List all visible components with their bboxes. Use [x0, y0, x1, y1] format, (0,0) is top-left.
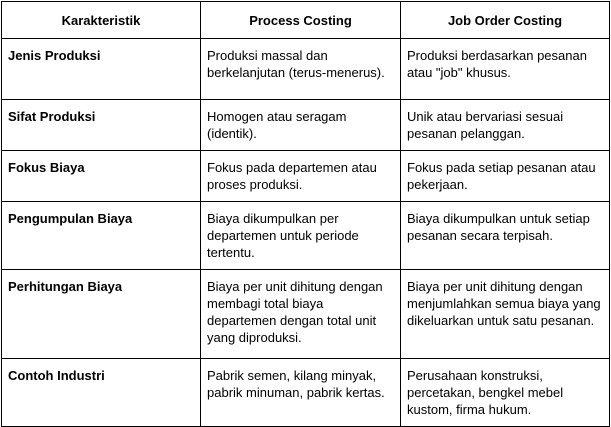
- process-costing-cell: Pabrik semen, kilang minyak, pabrik minuman, pabrik kertas.: [201, 359, 401, 427]
- row-label: Sifat Produksi: [2, 100, 201, 151]
- job-order-costing-cell: Unik atau bervariasi sesuai pesanan pelanggan.: [401, 100, 610, 151]
- row-label: Fokus Biaya: [2, 151, 201, 202]
- table-body: [2, 39, 610, 427]
- job-order-costing-cell: Biaya per unit dihitung dengan menjumlahkan semua biaya yang dikeluarkan untuk satu pesanan.: [401, 270, 610, 359]
- process-costing-cell: Homogen atau seragam (identik).: [201, 100, 401, 151]
- process-costing-cell: Produksi massal dan berkelanjutan (terus-menerus).: [201, 39, 401, 100]
- header-karakteristik: Karakteristik: [2, 2, 201, 39]
- job-order-costing-cell: Perusahaan konstruksi, percetakan, bengkel mebel kustom, firma hukum.: [401, 359, 610, 427]
- table-row: [2, 100, 610, 151]
- job-order-costing-cell: Biaya dikumpulkan untuk setiap pesanan secara terpisah.: [401, 202, 610, 270]
- header-job-order-costing: Job Order Costing: [401, 2, 610, 39]
- row-label: Contoh Industri: [2, 359, 201, 427]
- job-order-costing-cell: Fokus pada setiap pesanan atau pekerjaan.: [401, 151, 610, 202]
- process-costing-cell: Biaya per unit dihitung dengan membagi total biaya departemen dengan total unit yang diproduksi.: [201, 270, 401, 359]
- header-row: [2, 2, 610, 39]
- table-row: [2, 270, 610, 359]
- table-row: [2, 151, 610, 202]
- row-label: Pengumpulan Biaya: [2, 202, 201, 270]
- row-label: Perhitungan Biaya: [2, 270, 201, 359]
- process-costing-cell: Fokus pada departemen atau proses produksi.: [201, 151, 401, 202]
- table-row: [2, 39, 610, 100]
- process-costing-cell: Biaya dikumpulkan per departemen untuk periode tertentu.: [201, 202, 401, 270]
- job-order-costing-cell: Produksi berdasarkan pesanan atau "job" khusus.: [401, 39, 610, 100]
- table-header: [2, 2, 610, 39]
- row-label: Jenis Produksi: [2, 39, 201, 100]
- table-row: [2, 202, 610, 270]
- header-process-costing: Process Costing: [201, 2, 401, 39]
- table-row: [2, 359, 610, 427]
- comparison-table: [1, 1, 610, 427]
